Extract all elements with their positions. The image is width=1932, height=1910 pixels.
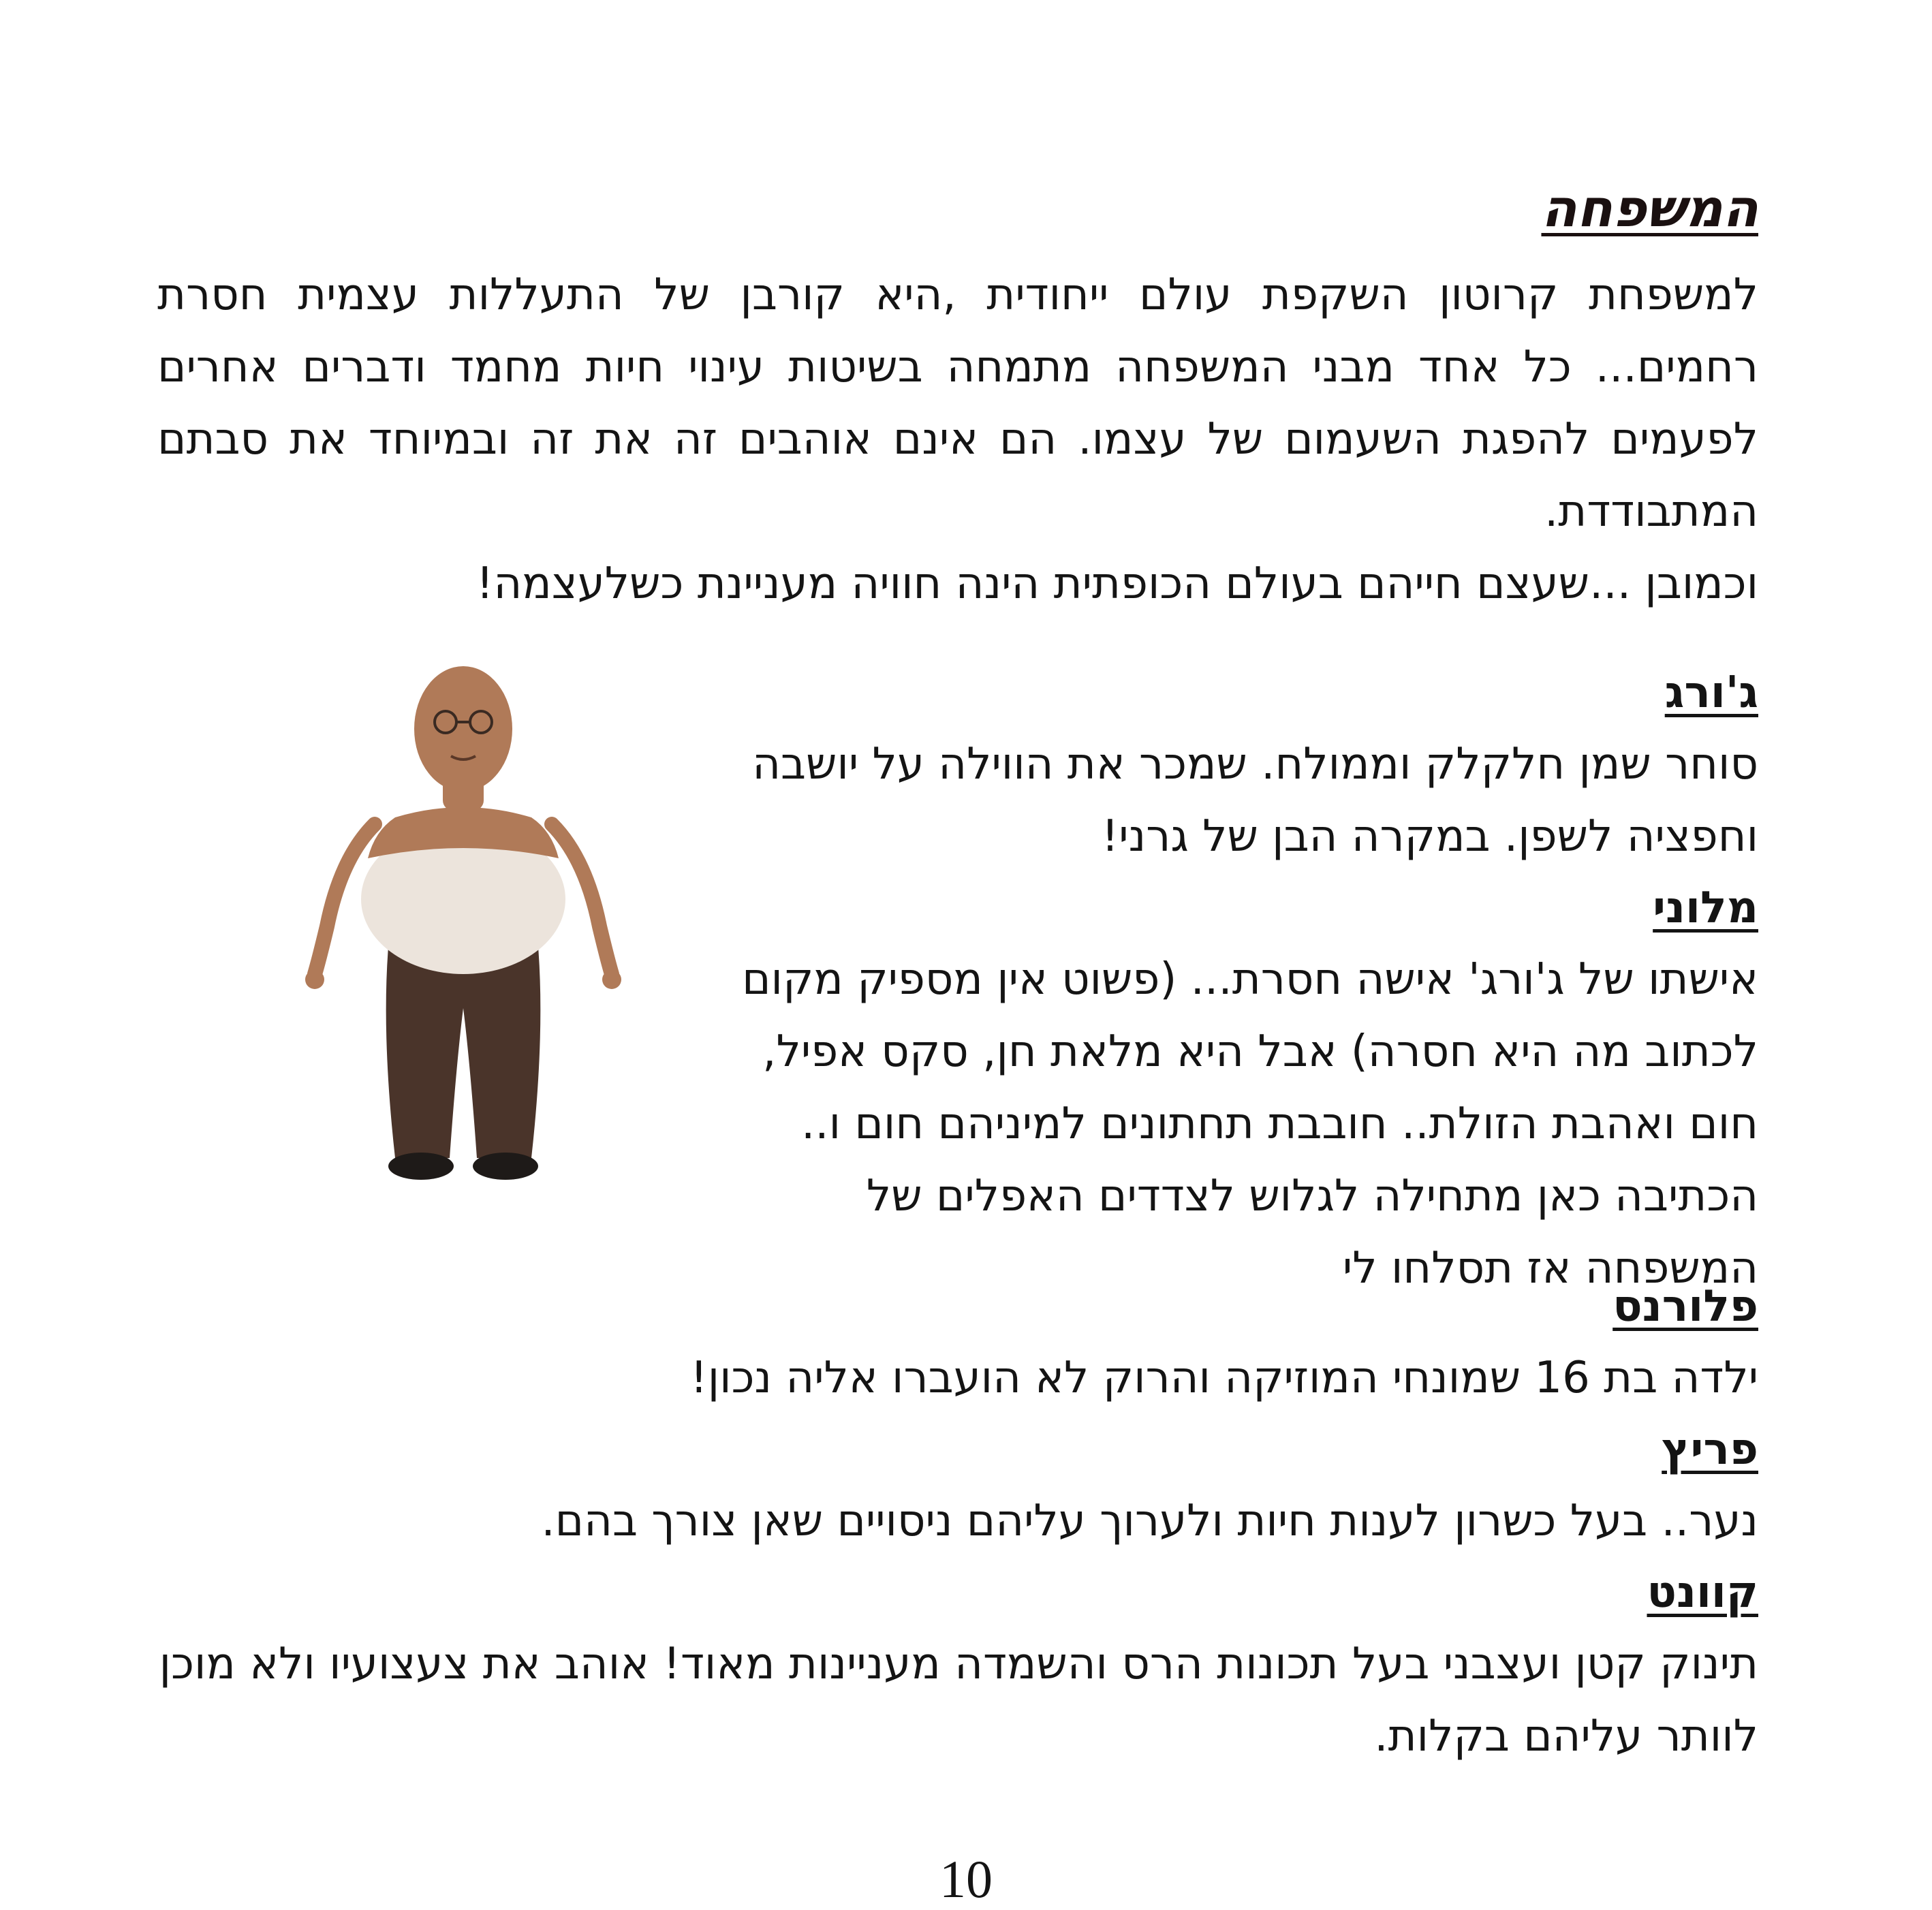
character-desc-maloni: אישתו של ג'ורג' אישה חסרת... (פשוט אין מספיק מקום לכתוב מה היא חסרה) אבל היא מלאת חן, סקס אפיל, חום ואהבת הזולת.. חובבת תחתונים למיניהם חום ו.. הכתיבה כאן מתחילה לגלוש לצדדים האפלים של המשפחה אז תסלחו לי <box>742 954 1758 1294</box>
character-name-george: ג'ורג <box>1664 668 1758 718</box>
intro-paragraph-2: וכמובן ...שעצם חייהם בעולם הכופתית הינה חוויה מעניינת כשלעצמה! <box>476 559 1758 609</box>
character-list-upper <box>702 657 1758 1304</box>
section-title: המשפחה <box>1541 178 1758 238</box>
character-name-fritz: פריץ <box>1662 1424 1758 1475</box>
character-name-quint: קוונט <box>1647 1567 1758 1618</box>
character-desc-fritz: נער.. בעל כשרון לענות חיות ולערוך עליהם ניסויים שאן צורך בהם. <box>541 1496 1758 1546</box>
character-name-florence: פלורנס <box>1612 1281 1758 1332</box>
character-name-maloni: מלוני <box>1653 883 1758 933</box>
cartoon-man-figure-icon <box>300 654 627 1185</box>
intro-text <box>157 259 1758 620</box>
character-desc-florence: ילדה בת 16 שמונחי המוזיקה והרוק לא הועברו אליה נכון! <box>690 1353 1758 1403</box>
page-number: 10 <box>939 1849 993 1909</box>
character-desc-quint: תינוק קטן ועצבני בעל תכונות הרס והשמדה מעניינות מאוד! אוהב את צעצועיו ולא מוכן לוותר עליהם בקלות. <box>159 1639 1758 1762</box>
intro-paragraph-1: למשפחת קרוטון השקפת עולם ייחודית ,היא קורבן של התעללות עצמית חסרת רחמים... כל אחד מבני המשפחה מתמחה בשיטות עינוי חיות מחמד ודברים אחרים לפעמים להפגת השעמום של עצמו. הם אינם אוהבים זה את זה ובמיוחד את סבתם המתבודדת. <box>157 270 1758 537</box>
character-list-lower <box>157 1271 1758 1772</box>
character-desc-george: סוחר שמן חלקלק וממולח. שמכר את הווילה על יושבה וחפציה לשפן. במקרה הבן של גרני! <box>752 739 1758 862</box>
